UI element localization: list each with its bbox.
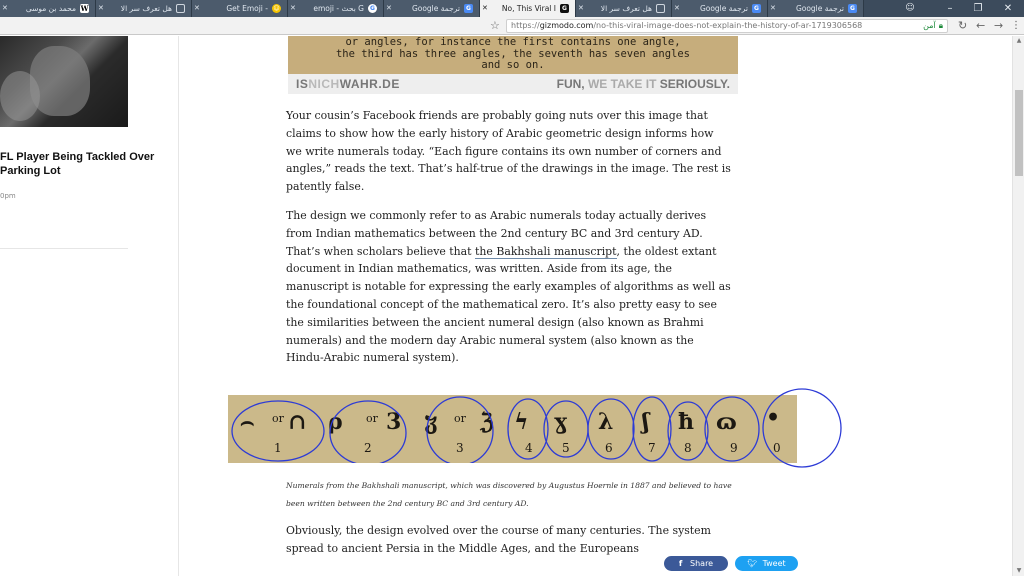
- infographic-line: or angles, for instance the first contains one angle,: [345, 36, 681, 48]
- close-icon[interactable]: ✕: [194, 4, 200, 12]
- translate-icon: G: [752, 4, 761, 13]
- article-paragraph-1: Your cousin’s Facebook friends are probably going nuts over this image that claims to show how the early history of Arabic geometric design informs how we write numerals today. “Each figure contains its own number of corners and angles,” reads the text. That’s half-true of the drawings in the image. The rest is patently false.: [286, 109, 731, 194]
- or-label: or: [272, 412, 284, 425]
- close-icon[interactable]: ✕: [578, 4, 584, 12]
- tab-7[interactable]: [672, 0, 768, 17]
- glyph-3a: ჳ: [424, 409, 438, 435]
- column-divider: [178, 36, 179, 576]
- or-label: or: [454, 412, 466, 425]
- numeral-label: 7: [648, 441, 656, 455]
- watermark-banner: [288, 74, 738, 94]
- window-close-icon[interactable]: ✕: [1003, 3, 1013, 14]
- facebook-icon: f: [678, 559, 683, 568]
- facebook-share-button[interactable]: f Share: [664, 556, 728, 571]
- annotation-circle-zero: [760, 386, 846, 470]
- figure-caption: Numerals from the Bakhshali manuscript, which was discovered by Augustus Hoernle in 1887 and believed to have been written between the 2nd century BC and 3rd century AD.: [286, 481, 732, 508]
- article-paragraph-2: The design we commonly refer to as Arabic numerals today actually derives from Indian mathematics between the 2nd century BC and 3rd century AD. That’s when scholars believe that the Bakhshali manuscript, the oldest extant document in Indian mathematics, was written. Aside from its age, the manuscript is notable for expressing the early examples of algorithms as well as the foundational concept of the mathematical zero. It’s also pretty easy to see the similarities between the ancient numeral design (also known as Brahmi numerals) and the modern day Arabic numeral system (also known as the Hindu-Arabic numeral system).: [286, 209, 731, 365]
- browser-toolbar: [0, 17, 1024, 35]
- close-icon[interactable]: ✕: [674, 4, 680, 12]
- glyph-9: ɷ: [716, 409, 737, 435]
- watermark-brand: ISNICHWAHR.DE: [296, 77, 400, 91]
- document-icon: [656, 4, 665, 13]
- glyph-8: ħ: [678, 409, 694, 435]
- thumbnail-shape: [30, 46, 90, 116]
- watermark-slogan: FUN, WE TAKE IT SERIOUSLY.: [556, 77, 730, 91]
- or-label: or: [366, 412, 378, 425]
- bakhshali-manuscript-link[interactable]: the Bakhshali manuscript: [475, 244, 617, 258]
- glyph-3b: ℨ: [480, 409, 494, 435]
- lock-icon: 🔒︎: [938, 21, 943, 30]
- close-icon[interactable]: ✕: [290, 4, 296, 12]
- tab-8[interactable]: [768, 0, 864, 17]
- glyph-4: ϟ: [514, 409, 529, 435]
- tweet-button[interactable]: 🐦︎ Tweet: [735, 556, 798, 571]
- tab-2[interactable]: [192, 0, 288, 17]
- translate-icon: G: [464, 4, 473, 13]
- url-text: https://gizmodo.com/no-this-viral-image-does-not-explain-the-history-of-ar-1719306568: [511, 21, 863, 30]
- tab-6[interactable]: [576, 0, 672, 17]
- translate-icon: G: [848, 4, 857, 13]
- tab-title: هل تعرف سر الا: [600, 4, 652, 13]
- tab-5-active[interactable]: [480, 0, 576, 17]
- tab-0[interactable]: [0, 0, 96, 17]
- sidebar-story-thumbnail[interactable]: [0, 36, 128, 127]
- numeral-label: 9: [730, 441, 738, 455]
- tab-title: Google ترجمة: [699, 4, 748, 13]
- web-page: [0, 36, 1012, 576]
- page-scrollbar[interactable]: [1012, 36, 1024, 576]
- tab-1[interactable]: [96, 0, 192, 17]
- tab-title: Google ترجمة: [795, 4, 844, 13]
- tab-title: هل تعرف سر الا: [120, 4, 172, 13]
- sidebar-divider-line: [0, 248, 128, 249]
- back-icon[interactable]: →: [994, 19, 1004, 32]
- numeral-label: 3: [456, 441, 464, 455]
- tab-title: emoji - بحث G: [313, 4, 364, 13]
- twitter-icon: 🐦︎: [747, 559, 758, 568]
- glyph-7: ʃ: [642, 409, 650, 435]
- numeral-label: 0: [773, 441, 781, 455]
- glyph-2a: ρ: [328, 409, 343, 435]
- scroll-down-icon[interactable]: ▼: [1016, 567, 1022, 574]
- close-icon[interactable]: ✕: [770, 4, 776, 12]
- numerals-drawing: [228, 395, 797, 463]
- gizmodo-icon: G: [560, 4, 569, 13]
- bookmark-star-icon[interactable]: ☆: [490, 19, 500, 32]
- scrollbar-thumb[interactable]: [1015, 90, 1023, 176]
- numeral-label: 4: [525, 441, 533, 455]
- minimize-icon[interactable]: –: [947, 3, 953, 14]
- thumbnail-shape: [0, 71, 40, 121]
- infographic-line: and so on.: [481, 59, 545, 71]
- infographic-line: the third has three angles, the seventh has seven angles: [335, 47, 690, 60]
- close-icon[interactable]: ✕: [386, 4, 392, 12]
- tab-3[interactable]: [288, 0, 384, 17]
- tab-title: Google ترجمة: [411, 4, 460, 13]
- numeral-label: 1: [274, 441, 282, 455]
- document-icon: [176, 4, 185, 13]
- secure-label: آمن: [923, 21, 936, 30]
- close-icon[interactable]: ✕: [98, 4, 104, 12]
- reload-icon[interactable]: ↻: [958, 19, 968, 32]
- article-paragraph-3: Obviously, the design evolved over the course of many centuries. The system spread to ancient Persia in the Middle Ages, and the Europeans: [286, 524, 711, 555]
- numeral-label: 2: [364, 441, 372, 455]
- glyph-1a: ⌢: [240, 409, 255, 435]
- tab-4[interactable]: [384, 0, 480, 17]
- top-infographic-image: [288, 36, 738, 94]
- wikipedia-icon: W: [80, 4, 89, 13]
- infographic-text: [288, 36, 738, 74]
- close-icon[interactable]: ✕: [2, 4, 8, 12]
- restore-icon[interactable]: ❐: [973, 3, 983, 14]
- scroll-up-icon[interactable]: ▲: [1016, 37, 1022, 44]
- tab-title: محمد بن موسى: [25, 4, 76, 13]
- sidebar-story-time: 0pm: [0, 192, 16, 200]
- glyph-2b: 3: [386, 409, 402, 435]
- glyph-1b: ∩: [288, 409, 307, 435]
- glyph-5: ɣ: [554, 409, 568, 435]
- bakhshali-numerals-figure: [228, 395, 797, 463]
- window-controls: [936, 0, 1024, 17]
- tab-strip: [0, 0, 1024, 17]
- tab-title: No, This Viral I: [501, 4, 556, 13]
- emoji-icon: ☺: [273, 5, 280, 12]
- google-icon: G: [368, 4, 377, 13]
- tab-title: Get Emoji -: [226, 4, 268, 13]
- sidebar-story-title[interactable]: FL Player Being Tackled Over Parking Lot: [0, 151, 155, 177]
- profile-icon[interactable]: ☺: [905, 3, 915, 13]
- menu-icon[interactable]: ⋮: [1011, 20, 1021, 31]
- close-icon[interactable]: ✕: [482, 4, 488, 12]
- forward-icon[interactable]: ←: [976, 19, 986, 32]
- address-bar[interactable]: [506, 19, 948, 33]
- glyph-6: λ: [598, 409, 614, 435]
- numeral-label: 6: [605, 441, 613, 455]
- numeral-label: 5: [562, 441, 570, 455]
- numeral-label: 8: [684, 441, 692, 455]
- glyph-0: •: [766, 405, 781, 431]
